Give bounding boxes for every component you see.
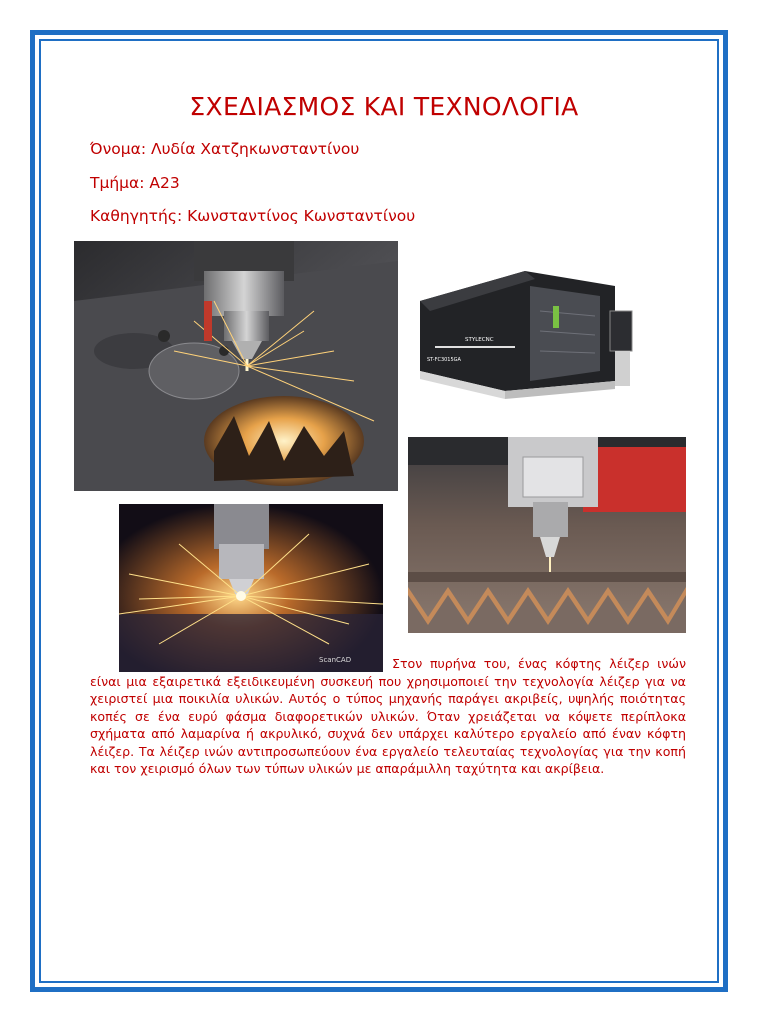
teacher-name: Καθηγητής: Κωνσταντίνος Κωνσταντίνου [90,207,416,225]
student-class: Τμήμα: Α23 [90,174,180,192]
image-watermark: ScanCAD [319,656,352,664]
description-paragraph [90,655,686,778]
laser-cutting-photo-2 [408,437,686,633]
paragraph-indent [90,667,392,668]
machine-model-label: ST-FC3015GA [427,357,461,363]
paragraph-text: Στον πυρήνα του, ένας κόφτης λέιζερ ινών είναι μια εξαιρετικά εξειδικευμένη συσκευή που χρησιμοποιεί την τεχνολογία λέιζερ για να χειριστεί μια ποικιλία υλικών. Αυτός ο τύπος μηχανής παράγει ακριβείς, υψηλής ποιότητας κοπές σε ένα ευρύ φάσμα διαφορετικών υλικών. Όταν χρειάζεται να κόψετε περίπλοκα σχήματα από λαμαρίνα ή ακρυλικό, συχνά δεν υπάρχει καλύτερο εργαλείο από έναν κόφτη λέιζερ. Τα λέιζερ ινών αντιπροσωπεύουν ένα εργαλείο τελευταίας τεχνολογίας για την κοπή και τον χειρισμό όλων των τύπων υλικών με απαράμιλλη ταχύτητα και ακρίβεια. [90,656,686,776]
laser-machine-photo [405,241,640,401]
machine-brand-label: STYLECNC [465,337,494,343]
student-name: Όνομα: Λυδία Χατζηκωνσταντίνου [90,140,360,158]
document-title: ΣΧΕΔΙΑΣΜΟΣ ΚΑΙ ΤΕΧΝΟΛΟΓΙΑ [189,92,579,121]
laser-sparks-photo [119,504,383,672]
laser-cutting-photo-1 [74,241,398,491]
